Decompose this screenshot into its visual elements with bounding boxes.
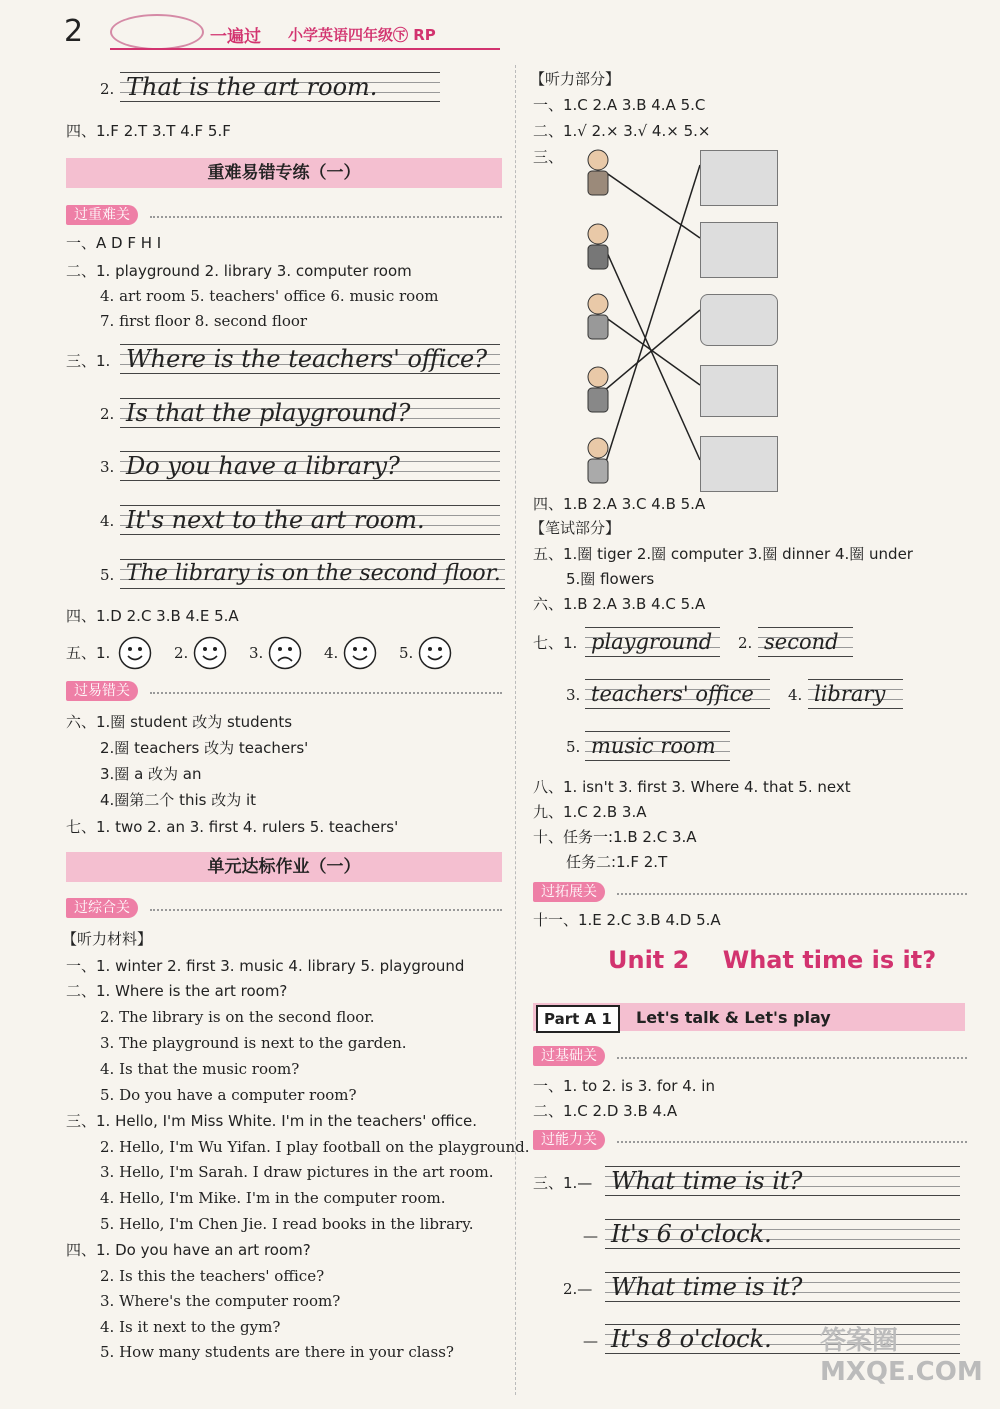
handwriting-band: It's 6 o'clock. <box>605 1219 960 1249</box>
answer-line: 4. Is it next to the gym? <box>100 1318 281 1336</box>
answer-label: — <box>583 1227 598 1245</box>
header-decoration <box>110 14 204 50</box>
answer-line: 八、1. isn't 3. first 3. Where 4. that 5. next <box>533 778 851 796</box>
section-tag: 过能力关 <box>533 1130 605 1150</box>
unit-title: Unit 2 What time is it? <box>608 946 937 974</box>
answer-line: 一、1. winter 2. first 3. music 4. library 5. playground <box>66 957 465 975</box>
answer-label: — <box>583 1332 598 1350</box>
answer-line: 4. Is that the music room? <box>100 1060 300 1078</box>
art-room-picture <box>700 365 778 417</box>
book-title: 小学英语四年级㊦ RP <box>288 26 436 44</box>
answer-line: 四、1.F 2.T 3.T 4.F 5.F <box>66 122 231 140</box>
header-rule <box>110 48 500 50</box>
answer-line: 一、A D F H I <box>66 234 162 252</box>
library-picture <box>700 150 778 206</box>
answer-line: 3.圈 a 改为 an <box>100 765 202 783</box>
answer-line: 2. The library is on the second floor. <box>100 1008 375 1026</box>
happy-face-icon <box>193 636 227 670</box>
answer-line: 3. Hello, I'm Sarah. I draw pictures in the art room. <box>100 1163 494 1181</box>
answer-line: 三、1. Hello, I'm Miss White. I'm in the teachers' office. <box>66 1112 478 1130</box>
answer-label: 2. <box>738 634 753 652</box>
handwriting-band: It's next to the art room. <box>120 505 500 535</box>
section-banner: 单元达标作业（一） <box>66 852 502 882</box>
answer-label: 五、1. <box>66 644 111 662</box>
handwriting-band: Where is the teachers' office? <box>120 344 500 374</box>
answer-label: 2. <box>174 644 189 662</box>
answer-label: 2.— <box>563 1280 593 1298</box>
answer-line: 5.圈 flowers <box>566 570 655 588</box>
answer-line: 二、1. playground 2. library 3. computer room <box>66 262 412 280</box>
handwriting-band: music room <box>585 731 730 761</box>
answer-line: 5. Do you have a computer room? <box>100 1086 357 1104</box>
brand-logo: 一遍过 <box>210 27 261 47</box>
computer-room-picture <box>700 436 778 492</box>
happy-face-icon <box>118 636 152 670</box>
answer-line: 十一、1.E 2.C 3.B 4.D 5.A <box>533 911 721 929</box>
answer-line: 九、1.C 2.B 3.A <box>533 803 647 821</box>
happy-face-icon <box>343 636 377 670</box>
handwriting-band: teachers' office <box>585 679 770 709</box>
section-tag: 过易错关 <box>66 681 138 701</box>
handwriting-band: What time is it? <box>605 1272 960 1302</box>
answer-line: 5. Hello, I'm Chen Jie. I read books in the library. <box>100 1215 474 1233</box>
answer-line: 2. Is this the teachers' office? <box>100 1267 325 1285</box>
person-icon <box>580 222 616 270</box>
handwriting-band: second <box>758 627 853 657</box>
happy-face-icon <box>418 636 452 670</box>
dotted-rule <box>150 216 502 218</box>
answer-label: 三、1.— <box>533 1174 593 1192</box>
section-banner: 重难易错专练（一） <box>66 158 502 188</box>
column-divider <box>515 65 516 1395</box>
answer-line: 七、1. two 2. an 3. first 4. rulers 5. teachers' <box>66 818 399 836</box>
answer-line: 二、1.√ 2.× 3.√ 4.× 5.× <box>533 122 711 140</box>
person-icon <box>580 292 616 340</box>
answer-line: 3. Where's the computer room? <box>100 1292 341 1310</box>
answer-line: 一、1.C 2.A 3.B 4.A 5.C <box>533 96 706 114</box>
answer-label: 5. <box>399 644 414 662</box>
handwriting-band: That is the art room. <box>120 72 440 102</box>
answer-label: 三、1. <box>66 352 111 370</box>
answer-line: 3. The playground is next to the garden. <box>100 1034 407 1052</box>
answer-line: 四、1.D 2.C 3.B 4.E 5.A <box>66 607 239 625</box>
answer-line: 4. Hello, I'm Mike. I'm in the computer room. <box>100 1189 446 1207</box>
answer-label: 5. <box>566 738 581 756</box>
answer-label: 4. <box>788 686 803 704</box>
answer-line: 六、1.圈 student 改为 students <box>66 713 293 731</box>
page-number: 2 <box>64 14 84 49</box>
answer-line: 任务二:1.F 2.T <box>566 853 668 871</box>
answer-line: 5. How many students are there in your class? <box>100 1343 454 1361</box>
answer-label: 3. <box>249 644 264 662</box>
section-tag: 过重难关 <box>66 205 138 225</box>
dotted-rule <box>617 1141 967 1143</box>
dotted-rule <box>617 1057 967 1059</box>
answer-line: 4. art room 5. teachers' office 6. music room <box>100 287 439 305</box>
answer-line: 二、1. Where is the art room? <box>66 982 288 1000</box>
answer-line: 2.圈 teachers 改为 teachers' <box>100 739 309 757</box>
answer-label: 3. <box>566 686 581 704</box>
handwriting-band: Do you have a library? <box>120 451 500 481</box>
watermark: 答案圈 MXQE.COM <box>820 1326 983 1387</box>
handwriting-band: The library is on the second floor. <box>120 559 505 589</box>
answer-line: 四、1. Do you have an art room? <box>66 1241 311 1259</box>
sad-face-icon <box>268 636 302 670</box>
handwriting-band: What time is it? <box>605 1166 960 1196</box>
section-label: 【听力部分】 <box>530 70 621 88</box>
answer-line: 五、1.圈 tiger 2.圈 computer 3.圈 dinner 4.圈 under <box>533 545 913 563</box>
section-label: 【听力材料】 <box>62 930 153 948</box>
answer-line: 2. Hello, I'm Wu Yifan. I play football on the playground. <box>100 1138 530 1156</box>
answer-line: 二、1.C 2.D 3.B 4.A <box>533 1102 678 1120</box>
answer-line: 2. <box>100 80 115 98</box>
answer-label: 三、 <box>533 148 564 166</box>
handwriting-band: library <box>808 679 903 709</box>
section-tag: 过综合关 <box>66 898 138 918</box>
handwriting-band: playground <box>585 627 720 657</box>
section-label: 【笔试部分】 <box>530 519 621 537</box>
answer-line: 4.圈第二个 this 改为 it <box>100 791 257 809</box>
section-tag: 过拓展关 <box>533 882 605 902</box>
answer-label: 4. <box>324 644 339 662</box>
answer-label: 3. <box>100 458 115 476</box>
answer-label: 4. <box>100 512 115 530</box>
answer-line: 四、1.B 2.A 3.C 4.B 5.A <box>533 495 706 513</box>
handwriting-band: Is that the playground? <box>120 398 500 428</box>
computer-room-picture <box>700 222 778 278</box>
answer-line: 十、任务一:1.B 2.C 3.A <box>533 828 697 846</box>
dotted-rule <box>150 909 502 911</box>
person-icon <box>580 436 616 484</box>
part-title: Let's talk & Let's play <box>636 1008 831 1027</box>
answer-label: 七、1. <box>533 634 578 652</box>
answer-label: 2. <box>100 405 115 423</box>
answer-line: 7. first floor 8. second floor <box>100 312 308 330</box>
answer-line: 六、1.B 2.A 3.B 4.C 5.A <box>533 595 706 613</box>
person-icon <box>580 148 616 196</box>
part-label: Part A 1 <box>536 1005 620 1033</box>
answer-line: 一、1. to 2. is 3. for 4. in <box>533 1077 715 1095</box>
person-icon <box>580 365 616 413</box>
handwriting-band: It's 8 o'clock. <box>605 1324 960 1354</box>
dotted-rule <box>617 893 967 895</box>
answer-label: 5. <box>100 566 115 584</box>
section-tag: 过基础关 <box>533 1046 605 1066</box>
playground-picture <box>700 294 778 346</box>
dotted-rule <box>150 692 502 694</box>
